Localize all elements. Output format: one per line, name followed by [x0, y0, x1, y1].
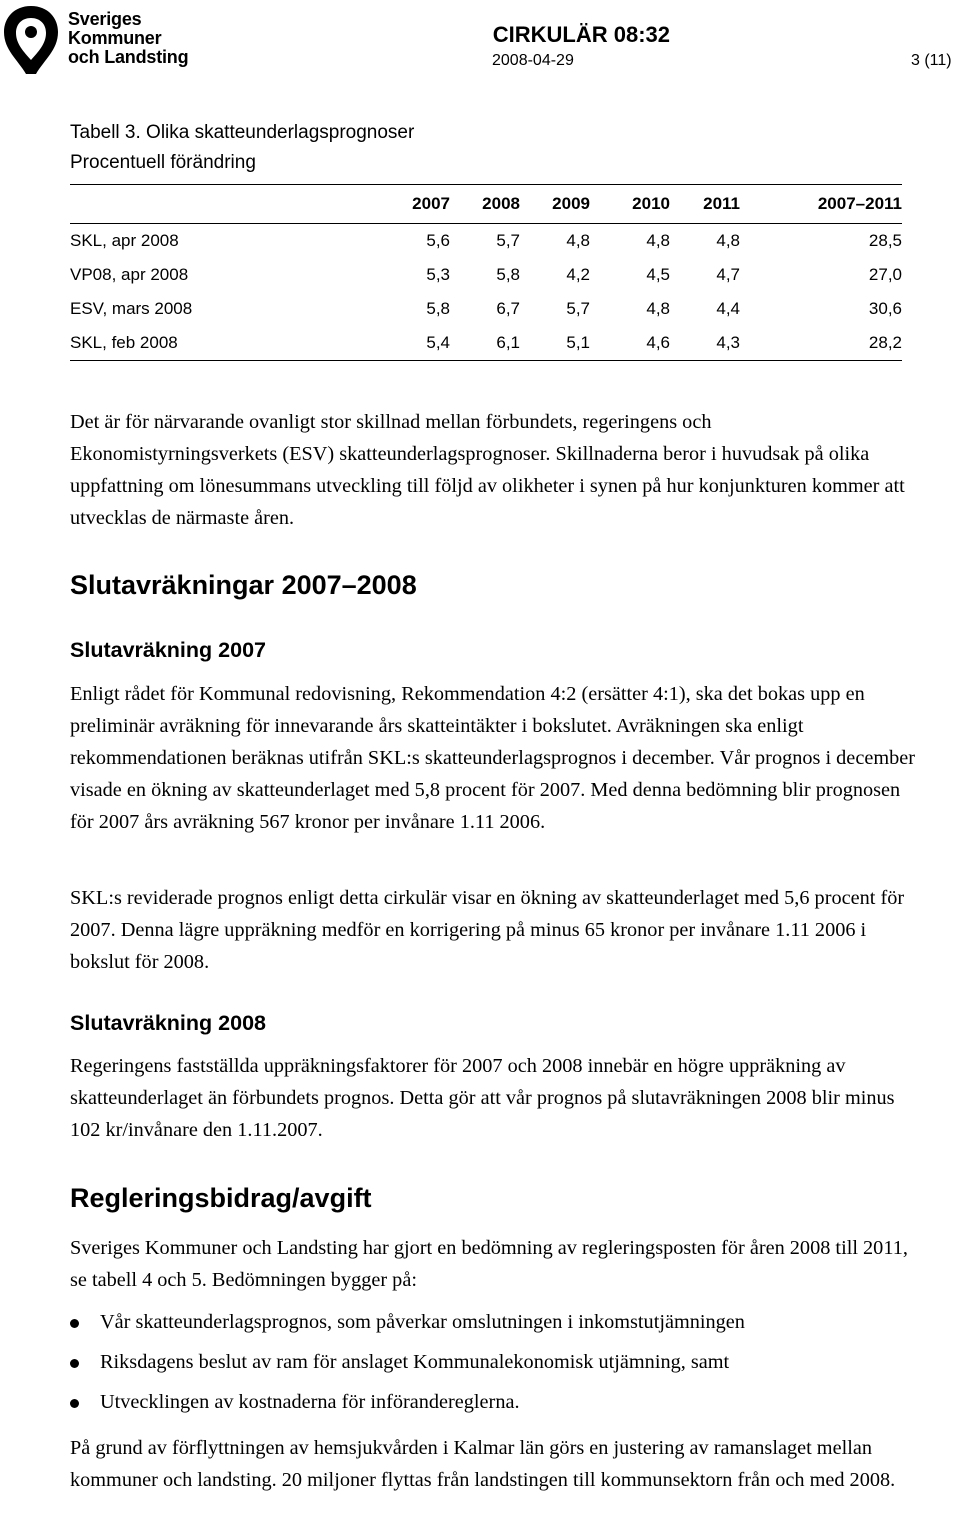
list-item-text: Riksdagens beslut av ram för anslaget Kommunalekonomisk utjämning, samt — [100, 1351, 730, 1373]
table-cell: 4,4 — [716, 299, 740, 318]
table-cell: 28,5 — [868, 231, 902, 250]
bullet-icon — [70, 1359, 79, 1368]
org-name-line: Kommuner — [68, 28, 162, 48]
paragraph: Enligt rådet för Kommunal redovisning, Rekommendation 4:2 (ersätter 4:1), ska det bokas upp en preliminär avräkning för innevarande års skatteintäkter i bokslutet. Avräkningen ska enligt rekommendationen beräknas utifrån SKL:s skatteunderlagsprognos i december. Vår prognos i december visade en ökning av skatteunderlaget med 5,8 procent för 2007. Med denna bedömning blir prognosen för 2007 års avräkning 567 kronor per invånare 1.11 2006. — [70, 683, 915, 833]
paragraph: SKL:s reviderade prognos enligt detta cirkulär visar en ökning av skatteunderlaget med 5,6 procent för 2007. Denna lägre uppräkning medför en korrigering på minus 65 kronor per invånare 1.11 2006 i bokslut för 2008. — [70, 887, 905, 973]
table-cell: 5,6 — [426, 231, 450, 250]
page-number: 3 (11) — [911, 52, 952, 69]
table-cell: VP08, apr 2008 — [70, 265, 189, 284]
table-cell: SKL, apr 2008 — [70, 231, 179, 250]
section-heading: Slutavräkningar 2007–2008 — [70, 570, 417, 600]
org-name-line: och Landsting — [68, 47, 189, 67]
table-header-cell: 2010 — [590, 185, 670, 224]
table-cell: 6,7 — [496, 299, 520, 318]
table-cell: 4,6 — [590, 326, 670, 361]
table-cell: 4,8 — [566, 231, 590, 250]
table-cell: 5,7 — [496, 231, 520, 250]
org-logo — [0, 0, 190, 80]
table-cell: 4,8 — [646, 231, 670, 250]
table-cell: 5,1 — [520, 326, 590, 361]
circular-number: CIRKULÄR 08:32 — [492, 22, 670, 47]
table-row — [70, 258, 902, 292]
forecast-table — [70, 184, 902, 361]
table-header-cell: 2007 — [360, 185, 450, 224]
subsection-heading: Slutavräkning 2008 — [70, 1011, 266, 1035]
section-heading: Regleringsbidrag/avgift — [70, 1183, 372, 1213]
paragraph: Regeringens fastställda uppräkningsfaktorer för 2007 och 2008 innebär en högre uppräkning av skatteunderlaget än förbundets prognos. Detta gör att vår prognos på slutavräkningen 2008 blir minus 102 kr/invånare den 1.11.2007. — [70, 1055, 895, 1141]
table-caption — [70, 118, 414, 178]
table-header-cell: 2011 — [670, 185, 740, 224]
table-cell: 28,2 — [740, 326, 902, 361]
table-cell: SKL, feb 2008 — [70, 326, 360, 361]
table-header-cell: 2009 — [520, 185, 590, 224]
table-title: Tabell 3. Olika skatteunderlagsprognoser — [70, 122, 415, 143]
logo-mark-icon — [0, 2, 62, 78]
bullet-icon — [70, 1399, 79, 1408]
table-cell: 5,7 — [566, 299, 590, 318]
bullet-icon — [70, 1319, 79, 1328]
table-header-row — [70, 185, 902, 224]
table-row — [70, 224, 902, 259]
subsection-heading: Slutavräkning 2007 — [70, 638, 266, 662]
table-cell: 5,8 — [426, 299, 450, 318]
list-item — [70, 1346, 930, 1386]
table-cell: 5,4 — [360, 326, 450, 361]
list-item-text: Vår skatteunderlagsprognos, som påverkar omslutningen i inkomstutjämningen — [100, 1311, 745, 1333]
org-name-line: Sveriges — [68, 9, 142, 29]
list-item — [70, 1306, 930, 1346]
table-subtitle: Procentuell förändring — [70, 152, 256, 173]
org-name — [68, 10, 188, 67]
table-cell: 4,5 — [646, 265, 670, 284]
table-row — [70, 326, 902, 361]
paragraph: Det är för närvarande ovanligt stor skillnad mellan förbundets, regeringens och Ekonomistyrningsverkets (ESV) skatteunderlagsprognoser. Skillnaderna beror i huvudsak på olika uppfattning om lönesummans utveckling till följd av olikheter i synen på hur konjunkturen kommer att utvecklas de närmaste åren. — [70, 411, 905, 529]
table-header-cell: 2007–2011 — [740, 185, 902, 224]
table-cell: 4,2 — [566, 265, 590, 284]
table-cell: 5,3 — [426, 265, 450, 284]
list-item-text: Utvecklingen av kostnaderna för införandereglerna. — [100, 1391, 520, 1413]
table-cell: 4,8 — [716, 231, 740, 250]
paragraph: Sveriges Kommuner och Landsting har gjort en bedömning av regleringsposten för åren 2008 till 2011, se tabell 4 och 5. Bedömningen bygger på: — [70, 1237, 908, 1291]
bullet-list — [70, 1306, 930, 1426]
table-header-cell — [70, 185, 360, 224]
table-cell: 6,1 — [450, 326, 520, 361]
table-cell: 4,8 — [646, 299, 670, 318]
table-cell: 5,8 — [496, 265, 520, 284]
paragraph: På grund av förflyttningen av hemsjukvården i Kalmar län görs en justering av ramanslaget mellan kommuner och landsting. 20 miljoner flyttas från landstingen till kommunsektorn från och med 2008. — [70, 1437, 896, 1491]
table-row — [70, 292, 902, 326]
list-item — [70, 1386, 930, 1426]
table-cell: 30,6 — [868, 299, 902, 318]
table-cell: 4,7 — [716, 265, 740, 284]
document-date: 2008-04-29 — [492, 52, 574, 69]
table-cell: 27,0 — [868, 265, 902, 284]
table-cell: 4,3 — [670, 326, 740, 361]
table-cell: ESV, mars 2008 — [70, 299, 193, 318]
table-header-cell: 2008 — [450, 185, 520, 224]
